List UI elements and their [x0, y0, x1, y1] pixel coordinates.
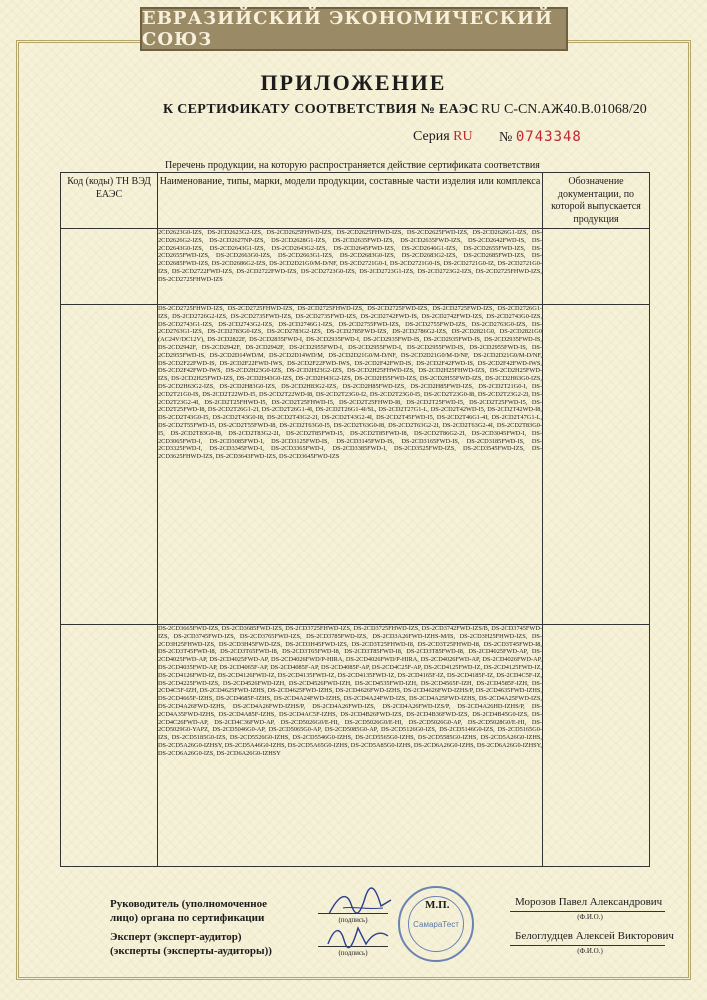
blank-number: 0743348 [515, 129, 582, 145]
table-header-row [61, 173, 650, 229]
hs-code-cell [61, 229, 158, 305]
certificate-number: RU C-CN.АЖ40.В.01068/20 [481, 102, 647, 117]
series-code: RU [453, 129, 473, 144]
col-documentation-header: Обозначение документации, по которой выпускается продукция [543, 173, 650, 229]
documentation-cell [543, 625, 650, 867]
hs-code-cell [61, 625, 158, 867]
expert-name: Белоглудцев Алексей Викторович [515, 930, 674, 942]
table-row [61, 625, 650, 867]
expert-label-line2: (эксперты (эксперты-аудиторы)) [110, 945, 272, 958]
table-row [61, 229, 650, 305]
head-signature-caption: (подпись) [338, 916, 368, 924]
expert-name-caption: (Ф.И.О.) [577, 947, 603, 955]
certification-stamp [398, 886, 474, 962]
stamp-text: СамараТест [408, 896, 464, 952]
stamp-label: М.П. [425, 899, 450, 911]
head-signature-icon [325, 888, 395, 920]
expert-label-line1: Эксперт (эксперт-аудитор) [110, 931, 242, 943]
documentation-cell [543, 229, 650, 305]
certificate-subtitle: К СЕРТИФИКАТУ СООТВЕТСТВИЯ № ЕАЭС [163, 102, 479, 117]
models-cell [158, 229, 543, 305]
documentation-cell [543, 305, 650, 625]
blank-number-field [499, 129, 582, 146]
models-list: DS-2CD3665FWD-IZS, DS-2CD3685FWD-IZS, DS-2CD3725FHWD-IZS, DS-2CD3725FHWD-IZS, DS-2CD3742FWD-IZS/B, DS-2CD3745FWD-IZS, DS-2CD3745FWD-IZS, DS-2CD3765FWD-IZS, DS-2CD3785FWD-IZS, DS-2CD3A26FWD-IZHS-M/IS, DS-2CD3H25FHWD-IZS, DS-2CD3H25FHWD-IZS, DS-2CD3H45FWD-IZS, DS-2CD3H45FWD-IZS, DS-2CD3T25FHWD-I8, DS-2CD3T25FHWD-I8, DS-2CD3T45FWD-I8, DS-2CD3T45FWD-I8, DS-2CD3T65FWD-I8, DS-2CD3T65FWD-I8, DS-2CD3T85FWD-I8, DS-2CD3T85FWD-I8, DS-2CD4025FWD-AP, DS-2CD4025FWD-AP, DS-2CD4025FWD-AP, DS-2CD4026FWD/P-HIRA, DS-2CD4026FWD/P-HIRA, DS-2CD4026FWD-AP, DS-2CD4026FWD-AP, DS-2CD4035FWD-AP, DS-2CD4065F-AP, DS-2CD4085F-AP, DS-2CD4085F-AP, DS-2CD4C25F-AP, DS-2CD4125FWD-IZ, DS-2CD4125FWD-IZ, DS-2CD4126FWD-IZ, DS-2CD4126FWD-IZ, DS-2CD4135FWD-IZ, DS-2CD4135FWD-IZ, DS-2CD4165F-IZ, DS-2CD4185F-IZ, DS-2CD4C5F-IZ, DS-2CD4225FWD-IZS, DS-2CD4526FWD-IZH, DS-2CD4526FWD-IZH, DS-2CD4535FWD-IZH, DS-2CD4565F-IZH, DS-2CD4585F-IZH, DS-2CD4C5F-IZH, DS-2CD4625FWD-IZHS, DS-2CD4625FWD-IZHS, DS-2CD4626FWD-IZHS, DS-2CD4626FWD-IZHS/P, DS-2CD4635FWD-IZHS, DS-2CD4665F-IZHS, DS-2CD4685F-IZHS, DS-2CD4A24FWD-IZHS, DS-2CD4A24FWD-IZS, DS-2CD4A25FWD-IZHS, DS-2CD4A25FWD-IZS, DS-2CD4A26FWD-IZHS, DS-2CD4A26FWD-IZHS/P, DS-2CD4A26FWD-IZS, DS-2CD4A26FWD-IZS/P, DS-2CD4A26HD-IZHS/P, DS-2CD4A35FWD-IZHS, DS-2CD4A85F-IZHS, DS-2CD4AC5F-IZHS, DS-2CD4B26FWD-IZS, DS-2CD4B36FWD-IZS, DS-2CD4B45G0-IZS, DS-2CD4C26FWD-AP, DS-2CD4C36FWD-AP, DS-2CD5026G0/E-HI, DS-2CD5026G0/E-HI, DS-2CD5026G0-AP, DS-2CD5028G0/E-HI, DS-2CD5029G0-YAPZ, DS-2CD5046G0-AP, DS-2CD5065G0-AP, DS-2CD5085G0-AP, DS-2CD5126G0-IZS, DS-2CD5146G0-IZS, DS-2CD5165G0-IZS, DS-2CD5185G0-IZS, DS-2CD5526G0-IZHS, DS-2CD5546G0-IZHS, DS-2CD5565G0-IZHS, DS-2CD5585G0-IZHS, DS-2CD5A26G0-IZHS, DS-2CD5A26G0-IZHSY, DS-2CD5A46G0-IZHS, DS-2CD5A65G0-IZHS, DS-2CD5A85G0-IZHS, DS-2CD6A26G0-IZHS, DS-2CD6A26G0-IZHSY, DS-2CD6A26G0-IZS, DS-2CD6A26G0-IZHSY [158, 625, 542, 757]
col-hs-code-header: Код (коды) ТН ВЭД ЕАЭС [61, 173, 158, 229]
models-cell [158, 625, 543, 867]
head-name-line [510, 911, 665, 912]
expert-label [110, 930, 272, 959]
head-name-caption: (Ф.И.О.) [577, 913, 603, 921]
table-row [61, 305, 650, 625]
series-label: Серия [413, 129, 450, 144]
head-label [110, 897, 267, 926]
models-cell [158, 305, 543, 625]
head-label-line2: лицо) органа по сертификации [110, 912, 265, 925]
models-list: DS-2CD2725FHWD-IZS, DS-2CD2725FHWD-IZS, DS-2CD2725FHWD-IZS, DS-2CD2725FWD-IZS, DS-2CD2725FWD-IZS, DS-2CD2726G1-IZS, DS-2CD2726G2-IZS, DS-2CD2735FWD-IZS, DS-2CD2735FWD-IZS, DS-2CD2742FWD-IS, DS-2CD2742FWD-IZS, DS-2CD2743G0-IZS, DS-2CD2743G1-IZS, DS-2CD2743G2-IZS, DS-2CD2746G1-IZS, DS-2CD2755FWD-IZS, DS-2CD2755FWD-IZS, DS-2CD2763G0-IZS, DS-2CD2763G1-IZS, DS-2CD2783G0-IZS, DS-2CD2783G2-IZS, DS-2CD2785FWD-IZS, DS-2CD2786G2-IZS, DS-2CD2821G0, DS-2CD2821G0 (AC24V/DC12V), DS-2CD2822F, DS-2CD2835FWD-I, DS-2CD2935FWD-I, DS-2CD2935FWD-IS, DS-2CD2935FWD-IS, DS-2CD2935FWD-IS, DS-2CD2942F, DS-2CD2942F, DS-2CD2942F, DS-2CD2955FWD-I, DS-2CD2955FWD-I, DS-2CD2955FWD-IS, DS-2CD2955FWD-IS, DS-2CD2955FWD-IS, DS-2CD2D14WD/M, DS-2CD2D14WD/M, DS-2CD2D21G0/M-D/NF, DS-2CD2D21G0/M-D/NF, DS-2CD2D21G0/M-D/NF, DS-2CD2F22FWD-IS, DS-2CD2F22FWD-IWS, DS-2CD2F22FWD-IWS, DS-2CD2F42FWD-IS, DS-2CD2F42FWD-IS, DS-2CD2F42FWD-IWS, DS-2CD2F42FWD-IWS, DS-2CD2H23G0-IZS, DS-2CD2H23G2-IZS, DS-2CD2H25FHWD-IZS, DS-2CD2H25FHWD-IZS, DS-2CD2H25FWD-IZS, DS-2CD2H25FWD-IZS, DS-2CD2H43G0-IZS, DS-2CD2H43G2-IZS, DS-2CD2H55FWD-IZS, DS-2CD2H55FWD-IZS, DS-2CD2H63G0-IZS, DS-2CD2H63G2-IZS, DS-2CD2H83G0-IZS, DS-2CD2H83G2-IZS, DS-2CD2H85FWD-IZS, DS-2CD2H85FWD-IZS, DS-2CD2T21G0-I, DS-2CD2T21G0-IS, DS-2CD2T22WD-I5, DS-2CD2T22WD-I8, DS-2CD2T23G0-I2, DS-2CD2T23G0-I5, DS-2CD2T23G0-I8, DS-2CD2T23G2-2I, DS-2CD2T23G2-4I, DS-2CD2T25FHWD-I5, DS-2CD2T25FHWD-I5, DS-2CD2T25FHWD-I8, DS-2CD2T25FWD-I5, DS-2CD2T25FWD-I5, DS-2CD2T25FWD-I8, DS-2CD2T26G1-2I, DS-2CD2T26G1-4I, DS-2CD2T26G1-4I/SL, DS-2CD2T27G1-L, DS-2CD2T42WD-I5, DS-2CD2T42WD-I8, DS-2CD2T43G0-I5, DS-2CD2T43G0-I8, DS-2CD2T43G2-2I, DS-2CD2T43G2-4I, DS-2CD2T45FWD-I5, DS-2CD2T46G1-4I, DS-2CD2T47G1-L, DS-2CD2T55FWD-I5, DS-2CD2T55FWD-I8, DS-2CD2T63G0-I5, DS-2CD2T63G0-I8, DS-2CD2T63G2-2I, DS-2CD2T63G2-4I, DS-2CD2T83G0-I5, DS-2CD2T83G0-I8, DS-2CD2T83G2-2I, DS-2CD2T85FWD-I5, DS-2CD2T85FWD-I8, DS-2CD2T86G2-2I, DS-2CD3045FWD-I, DS-2CD3065FWD-I, DS-2CD3085FWD-I, DS-2CD3125FWD-IS, DS-2CD3145FWD-IS, DS-2CD3165FWD-IS, DS-2CD3185FWD-IS, DS-2CD3325FWD-I, DS-2CD3345FWD-I, DS-2CD3365FWD-I, DS-2CD3385FWD-I, DS-2CD3525FWD-IZS, DS-2CD3545FWD-IZS, DS-2CD3625FHWD-IZS, DS-2CD3643FWD-IZS, DS-2CD3645FWD-IZS [158, 305, 542, 461]
products-table [60, 172, 650, 867]
page-title: ПРИЛОЖЕНИЕ [260, 70, 447, 95]
eaeu-banner: ЕВРАЗИЙСКИЙ ЭКОНОМИЧЕСКИЙ СОЮЗ [140, 7, 568, 51]
head-label-line1: Руководитель (уполномоченное [110, 898, 267, 910]
models-list: 2CD2623G0-IZS, DS-2CD2623G2-IZS, DS-2CD2625FHWD-IZS, DS-2CD2625FHWD-IZS, DS-2CD2625FWD-IZS, DS-2CD2626G1-IZS, DS-2CD2626G2-IZS, DS-2CD2627NP-IZS, DS-2CD2628G1-IZS, DS-2CD2635FWD-IZS, DS-2CD2635FWD-IZS, DS-2CD2642FWD-IS, DS-2CD2643G0-IZS, DS-2CD2643G1-IZS, DS-2CD2643G2-IZS, DS-2CD2645FWD-IZS, DS-2CD2646G1-IZS, DS-2CD2655FWD-IZS, DS-2CD2655FWD-IZS, DS-2CD2663G0-IZS, DS-2CD2663G1-IZS, DS-2CD2683G0-IZS, DS-2CD2683G2-IZS, DS-2CD2685FWD-IZS, DS-2CD2685FWD-IZS, DS-2CD2686G2-IZS, DS-2CD2D21G0/M-D/NF, DS-2CD2721G0-I, DS-2CD2721G0-IS, DS-2CD2721G0-IZ, DS-2CD2721G0-IZS, DS-2CD2722FWD-IZS, DS-2CD2722FWD-IZS, DS-2CD2723G0-IZS, DS-2CD2723G1-IZS, DS-2CD2723G2-IZS, DS-2CD2725FHWD-IZS, DS-2CD2725FHWD-IZS [158, 229, 542, 283]
head-name: Морозов Павел Александрович [515, 896, 663, 908]
expert-name-line [510, 945, 665, 946]
expert-signature-caption: (подпись) [338, 949, 368, 957]
list-caption: Перечень продукции, на которую распространяется действие сертификата соответствия [165, 160, 540, 171]
number-label: № [499, 130, 513, 145]
series-field [413, 129, 473, 145]
col-products-header: Наименование, типы, марки, модели продукции, составные части изделия или комплекса [158, 173, 543, 229]
hs-code-cell [61, 305, 158, 625]
expert-signature-icon [322, 920, 392, 952]
